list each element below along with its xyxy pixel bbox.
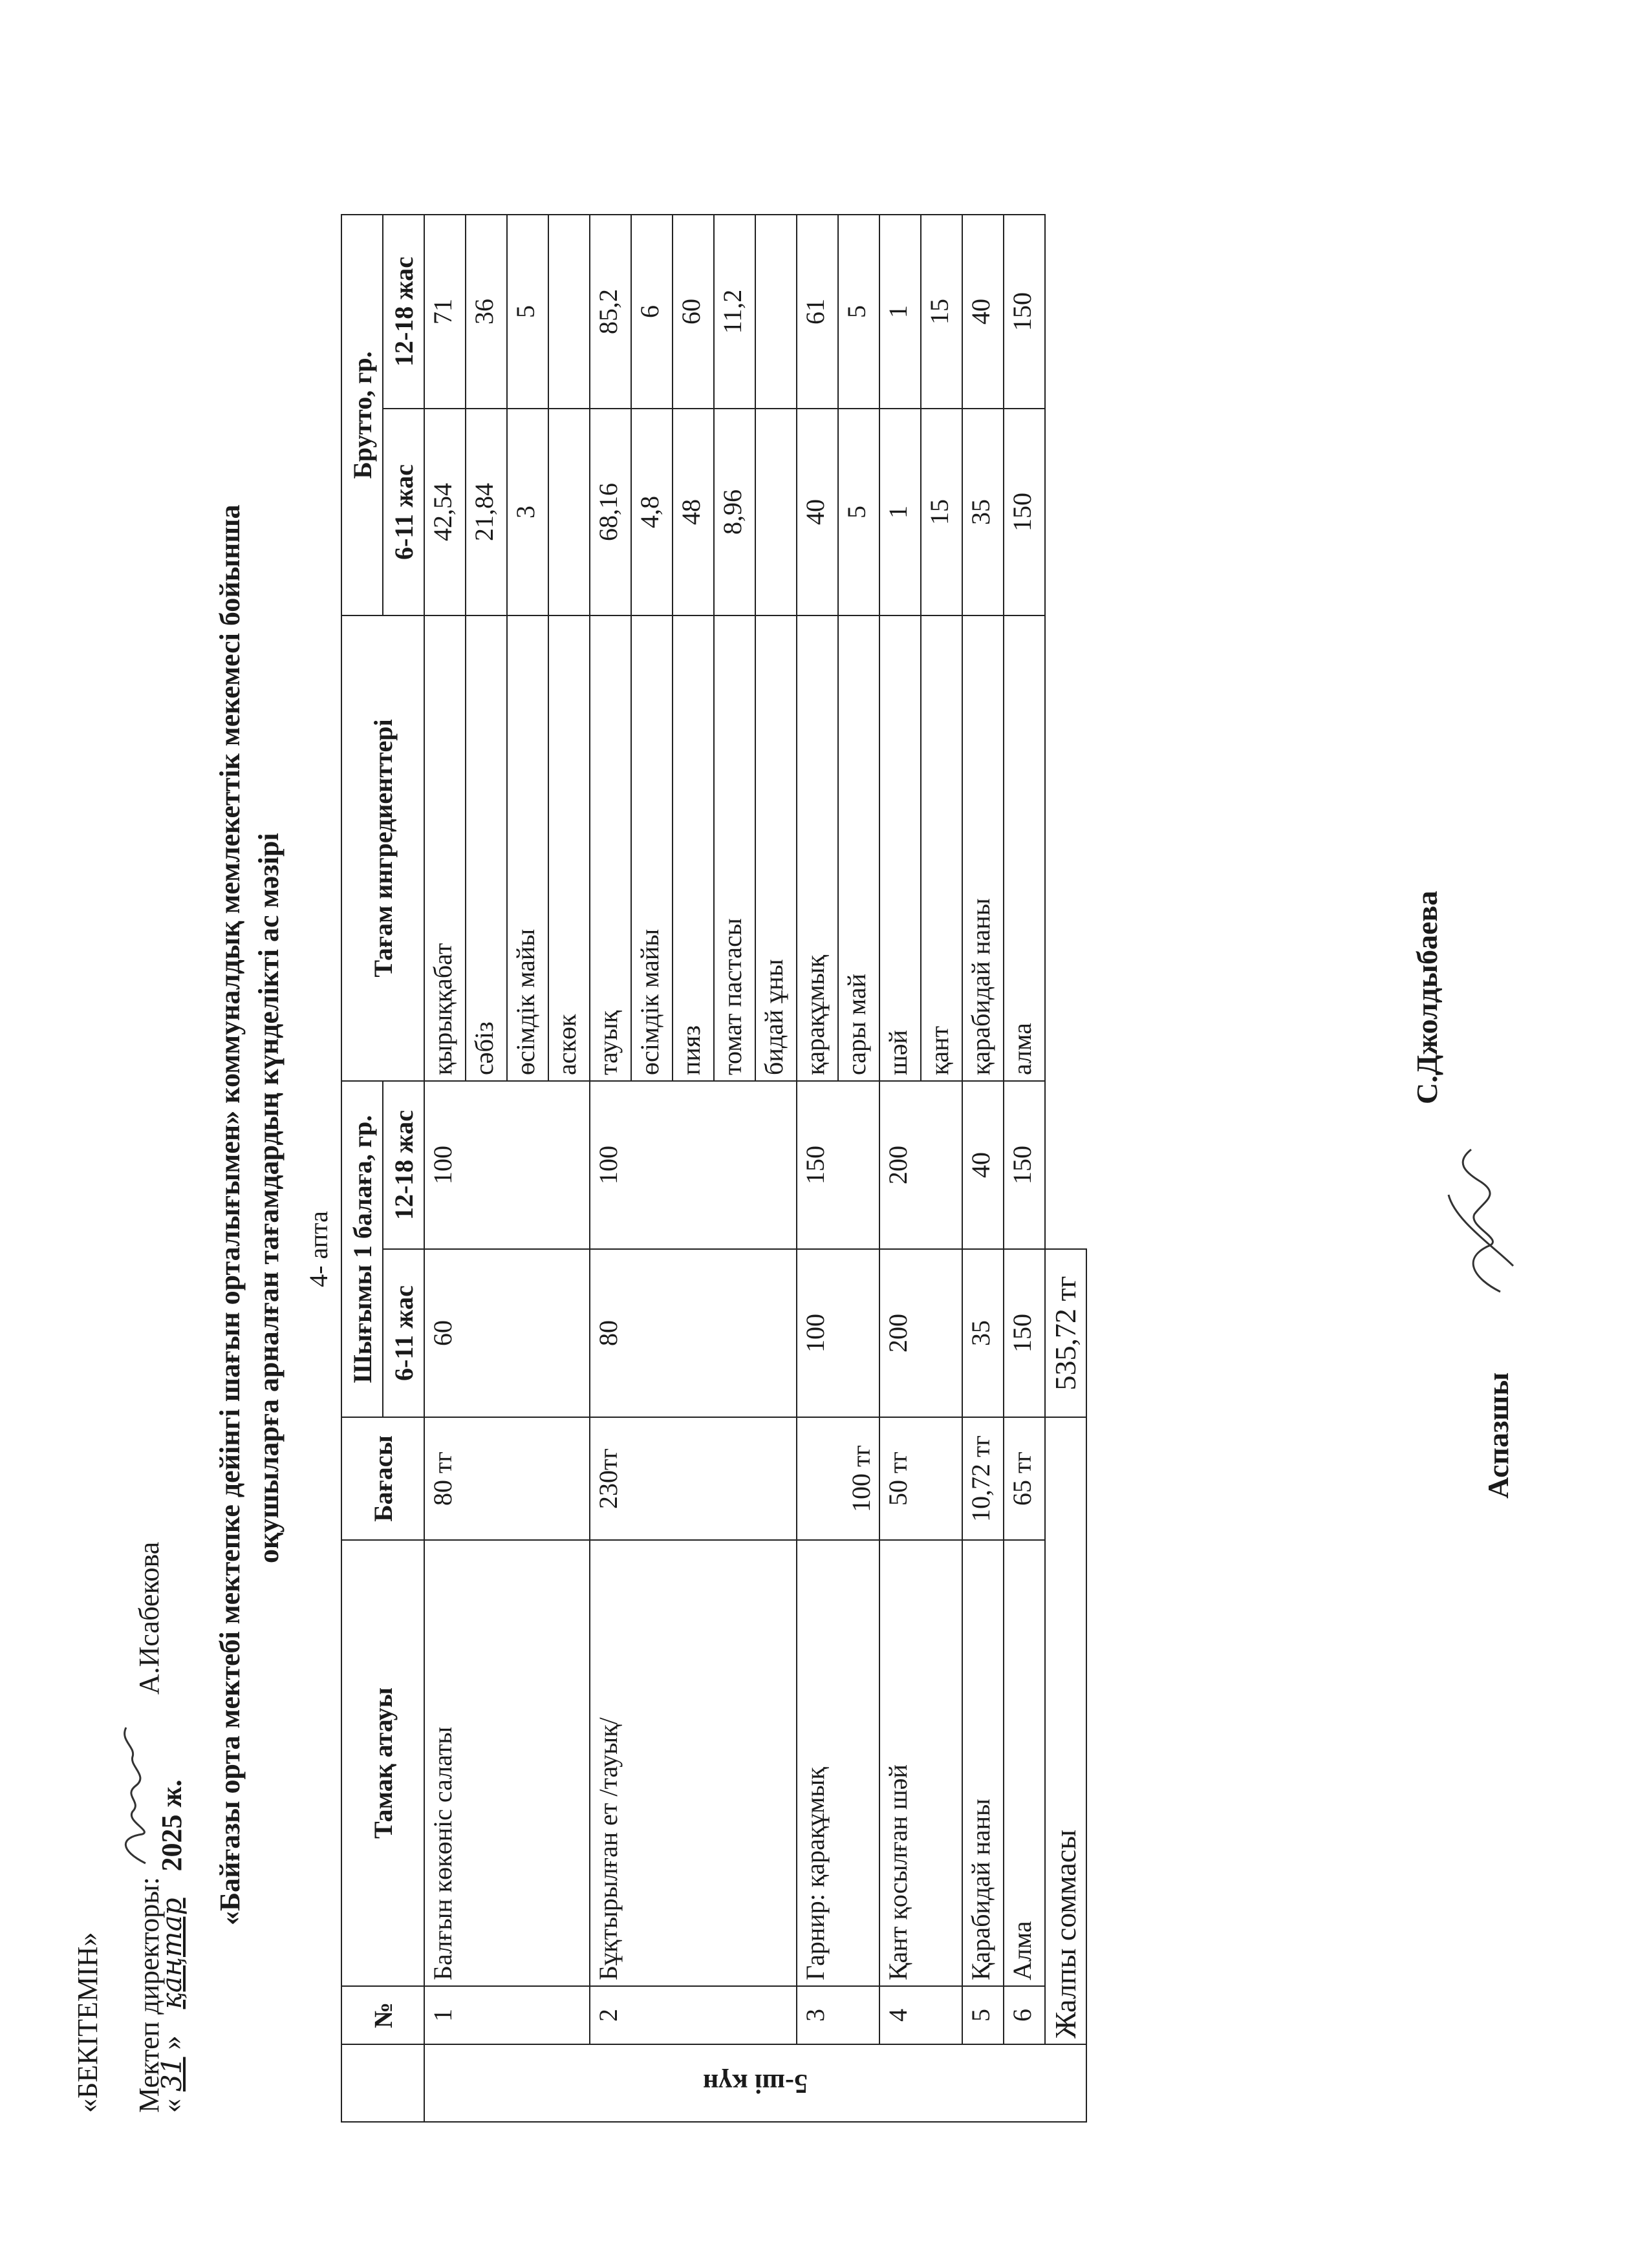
brutto-6-11: 4,8 — [631, 409, 673, 615]
header-brutto-6-11: 6-11 жас — [383, 409, 424, 615]
output-12-18: 200 — [879, 1081, 962, 1249]
ingredient-name: қант — [921, 615, 962, 1081]
row-number: 2 — [590, 1986, 797, 2044]
ingredient-name: қарақұмық — [797, 615, 838, 1081]
header-output: Шығымы 1 балаға, гр. — [341, 1081, 383, 1417]
dish-price: 10,72 тг — [962, 1417, 1004, 1540]
brutto-6-11: 1 — [879, 409, 921, 615]
brutto-12-18: 5 — [507, 215, 548, 409]
output-12-18: 100 — [590, 1081, 797, 1249]
dish-price: 80 тг — [424, 1417, 590, 1540]
header-dish: Тамақ атауы — [341, 1540, 424, 1986]
output-12-18: 150 — [1004, 1081, 1045, 1249]
table-row — [424, 151, 466, 2122]
header-brutto-12-18: 12-18 жас — [383, 215, 424, 409]
ingredient-name: тауық — [590, 615, 631, 1081]
brutto-12-18: 60 — [673, 215, 714, 409]
ingredient-name: шәй — [879, 615, 921, 1081]
day-header-cell — [341, 2044, 424, 2122]
ingredient-name: аскөк — [548, 615, 590, 1081]
table-row — [879, 151, 921, 2122]
ingredient-name: өсімдік майы — [631, 615, 673, 1081]
brutto-12-18: 11,2 — [714, 215, 755, 409]
date-quote-open: « — [156, 2099, 188, 2113]
approval-title: «БЕКІТЕМІН» — [72, 1932, 103, 2113]
row-number: 4 — [879, 1986, 962, 2044]
total-row — [1045, 151, 1086, 2122]
signature-role: Аспазшы — [1482, 1372, 1514, 1499]
header-output-6-11: 6-11 жас — [383, 1249, 424, 1417]
ingredient-name: бидай ұны — [755, 615, 797, 1081]
brutto-12-18: 15 — [921, 215, 962, 409]
ingredient-name: алма — [1004, 615, 1045, 1081]
brutto-12-18: 1 — [879, 215, 921, 409]
table-row — [590, 151, 631, 2122]
brutto-12-18: 61 — [797, 215, 838, 409]
cook-signature — [1436, 1137, 1529, 1305]
date-quote-close: » — [156, 2035, 188, 2050]
table-row — [797, 151, 838, 2122]
brutto-6-11: 40 — [797, 409, 838, 615]
output-6-11: 35 — [962, 1249, 1004, 1417]
brutto-6-11: 3 — [507, 409, 548, 615]
output-6-11: 150 — [1004, 1249, 1045, 1417]
dish-name: Алма — [1004, 1540, 1045, 1986]
output-6-11: 100 — [797, 1249, 879, 1417]
brutto-6-11: 21,84 — [466, 409, 507, 615]
date-year: 2025 ж. — [156, 1779, 188, 1872]
brutto-12-18: 150 — [1004, 215, 1045, 409]
header-output-12-18: 12-18 жас — [383, 1081, 424, 1249]
total-label: Жалпы соммасы — [1045, 1417, 1086, 2044]
day-label-cell — [424, 2044, 1086, 2122]
brutto-12-18 — [548, 215, 590, 409]
ingredient-name: сары май — [838, 615, 879, 1081]
total-value: 535,72 тг — [1045, 1249, 1086, 1417]
brutto-6-11 — [548, 409, 590, 615]
header-price: Бағасы — [341, 1417, 424, 1540]
week-label: 4- апта — [304, 1211, 333, 1287]
brutto-12-18 — [755, 215, 797, 409]
document-title: «Байғазы орта мектебі мектепке дейінгі шағын орталығымен» коммуналдық мемлекеттік мекемесі бойынша — [214, 504, 246, 1925]
output-6-11: 80 — [590, 1249, 797, 1417]
ingredient-name: пияз — [673, 615, 714, 1081]
row-number: 1 — [424, 1986, 590, 2044]
brutto-6-11: 8,96 — [714, 409, 755, 615]
ingredient-name: томат пастасы — [714, 615, 755, 1081]
week-blank-cell-right — [301, 215, 341, 1081]
row-number: 3 — [797, 1986, 879, 2044]
row-number: 5 — [962, 1986, 1004, 2044]
director-name: А.Исабекова — [133, 1541, 165, 1695]
brutto-6-11: 35 — [962, 409, 1004, 615]
row-number: 6 — [1004, 1986, 1045, 2044]
total-blank — [1045, 151, 1086, 1249]
output-6-11: 200 — [879, 1249, 962, 1417]
dish-price: 50 тг — [879, 1417, 962, 1540]
brutto-6-11: 48 — [673, 409, 714, 615]
brutto-6-11 — [755, 409, 797, 615]
dish-name: Гарнир: қарақұмық — [797, 1540, 879, 1986]
brutto-6-11: 150 — [1004, 409, 1045, 615]
menu-table — [301, 151, 1087, 2123]
dish-price: 100 тг — [797, 1417, 879, 1540]
ingredient-name: қырыққабат — [424, 615, 466, 1081]
dish-name: Қарабидай наны — [962, 1540, 1004, 1986]
brutto-12-18: 85,2 — [590, 215, 631, 409]
week-blank-cell — [301, 1417, 341, 2122]
dish-name: Бұқтырылған ет /тауық/ — [590, 1540, 797, 1986]
output-6-11: 60 — [424, 1249, 590, 1417]
ingredient-name: өсімдік майы — [507, 615, 548, 1081]
dish-name: Қант қосылған шәй — [879, 1540, 962, 1986]
brutto-12-18: 71 — [424, 215, 466, 409]
menu-body — [424, 151, 1086, 2122]
dish-price: 65 тг — [1004, 1417, 1045, 1540]
brutto-12-18: 5 — [838, 215, 879, 409]
output-12-18: 150 — [797, 1081, 879, 1249]
signature-name: С.Джолдыбаева — [1410, 890, 1443, 1104]
header-brutto: Брутто, гр. — [341, 215, 383, 615]
output-12-18: 40 — [962, 1081, 1004, 1249]
brutto-6-11: 42,54 — [424, 409, 466, 615]
output-12-18: 100 — [424, 1081, 590, 1249]
ingredient-name: қарабидай наны — [962, 615, 1004, 1081]
brutto-12-18: 6 — [631, 215, 673, 409]
brutto-12-18: 40 — [962, 215, 1004, 409]
day-label: 5-ші күн — [702, 2068, 808, 2098]
dish-price: 230тг — [590, 1417, 797, 1540]
table-row — [1004, 151, 1045, 2122]
table-row — [962, 151, 1004, 2122]
director-label: Мектеп директоры: — [133, 1877, 165, 2113]
brutto-6-11: 5 — [838, 409, 879, 615]
dish-name: Балғын көкөніс салаты — [424, 1540, 590, 1986]
header-num: № — [341, 1986, 424, 2044]
brutto-6-11: 15 — [921, 409, 962, 615]
header-ingredients: Тағам ингредиенттері — [341, 615, 424, 1081]
ingredient-name: сәбіз — [466, 615, 507, 1081]
approval-date — [155, 1780, 189, 2113]
document-subtitle: оқушыларға арналған тағамдардың күнделікті ас мәзірі — [253, 833, 285, 1563]
brutto-12-18: 36 — [466, 215, 507, 409]
date-month: қаңтар — [156, 1898, 188, 2009]
brutto-6-11: 68,16 — [590, 409, 631, 615]
date-day: 31 — [156, 2057, 188, 2091]
